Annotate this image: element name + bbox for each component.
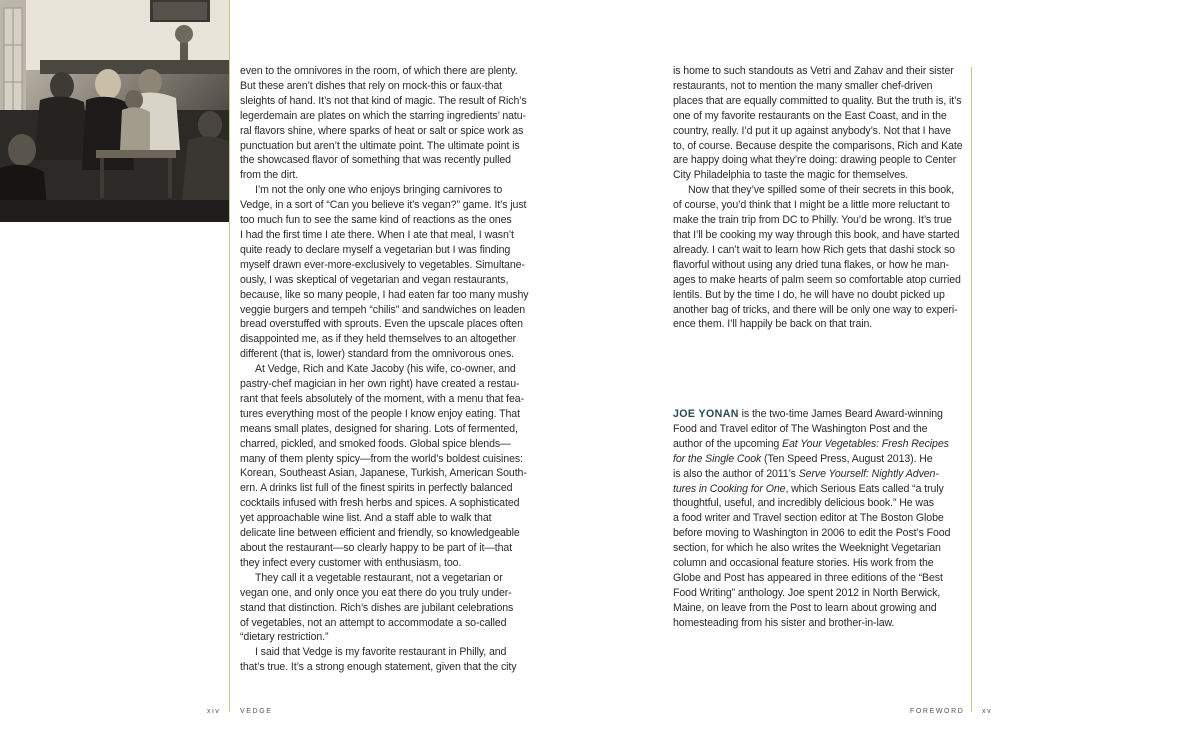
- text-line: many of them plenty spicy—from the world’s boldest cuisines:: [240, 452, 523, 465]
- text-line: ages to make hearts of palm seem so comfortable atop curried: [673, 273, 961, 286]
- text-line: charred, pickled, and smoked foods. Global spice blends—: [240, 437, 511, 450]
- text-line: myself drawn ever-more-exclusively to vegetables. Simultane-: [240, 258, 525, 271]
- book-title-single-cook: for the Single Cook: [673, 452, 762, 465]
- text-line: Korean, Southeast Asian, Japanese, Turkish, American South-: [240, 467, 527, 480]
- bio-line-3: author of the upcoming Eat Your Vegetables: Fresh Recipes: [673, 437, 949, 450]
- text-line: because, like so many people, I had eaten far too many mushy: [240, 288, 529, 301]
- bio-line-12: Globe and Post has appeared in three editions of the “Best: [673, 571, 943, 584]
- text-line: yet approachable wine list. And a staff able to walk that: [240, 512, 492, 525]
- text-line: I said that Vedge is my favorite restaurant in Philly, and: [255, 646, 507, 659]
- bio-line-13: Food Writing” anthology. Joe spent 2012 in North Berwick,: [673, 586, 941, 599]
- bio-line-14: Maine, on leave from the Post to learn about growing and: [673, 601, 937, 614]
- text-line: lentils. But by the time I do, he will have no doubt picked up: [673, 288, 945, 301]
- book-title-eat-your-vegetables: Eat Your Vegetables: Fresh Recipes: [782, 437, 949, 450]
- left-running-head: VEDGE: [240, 708, 273, 715]
- bio-line-1: JOE YONAN is the two-time James Beard Award-winning: [673, 408, 943, 420]
- text-line: one of my favorite restaurants on the East Coast, and in the: [673, 109, 947, 122]
- bio-line-11: column and occasional feature stories. His work from the: [673, 557, 934, 570]
- text-line: ral flavors shine, where sparks of heat or salt or spice work as: [240, 124, 524, 137]
- text-line: vegan one, and only once you eat there do you truly under-: [240, 586, 512, 599]
- text-line: cocktails infused with fresh herbs and spices. A sophisticated: [240, 497, 520, 510]
- text-line: legerdemain are plates on which the starring ingredients’ natu-: [240, 109, 526, 122]
- left-page-rule: [229, 0, 230, 712]
- text-line: City Philadelphia to taste the magic for themselves.: [673, 169, 909, 182]
- text-line: that’s true. It’s a strong enough statement, given that the city: [240, 661, 517, 674]
- text-line: But these aren’t dishes that rely on mock-this or faux-that: [240, 79, 503, 92]
- bio-line-6: tures in Cooking for One, which Serious Eats called “a truly: [673, 482, 944, 495]
- book-title-serve-yourself-cont: tures in Cooking for One: [673, 482, 786, 495]
- bio-line-10: section, for which he also writes the Weeknight Vegetarian: [673, 542, 941, 555]
- bio-line-15: homesteading from his sister and brother-in-law.: [673, 616, 895, 629]
- text-line: “dietary restriction.”: [240, 631, 329, 644]
- right-running-head: FOREWORD: [910, 708, 965, 715]
- text-line: means small plates, designed for sharing. Lots of fermented,: [240, 422, 518, 435]
- right-text-column: [673, 64, 965, 332]
- text-line: bread overstuffed with sprouts. Even the upscale places often: [240, 318, 523, 331]
- bio-line-4: for the Single Cook (Ten Speed Press, August 2013). He: [673, 452, 933, 465]
- text-line: to, of course. Because despite the comparisons, Rich and Kate: [673, 139, 963, 152]
- text-line: restaurants, not to mention the many smaller chef-driven: [673, 79, 933, 92]
- right-page-number: xv: [982, 708, 993, 715]
- text-line: I had the first time I ate there. When I ate that meal, I wasn’t: [240, 228, 514, 241]
- text-line: They call it a vegetable restaurant, not a vegetarian or: [255, 571, 503, 584]
- right-page-rule: [971, 67, 972, 712]
- text-line: about the restaurant—so clearly happy to be part of it—that: [240, 542, 513, 554]
- text-line: that I’ll be cooking my way through this book, and have started: [673, 228, 960, 241]
- text-line: flavorful without using any dried tuna flakes, or how he man-: [673, 258, 949, 271]
- text-line: they infect every customer with enthusiasm, too.: [240, 556, 462, 569]
- text-line: ence them. I’ll happily be back on that train.: [673, 318, 873, 331]
- text-line: are happy doing what they’re doing: drawing people to Center: [673, 154, 957, 167]
- text-line: the showcased flavor of something that was recently pulled: [240, 154, 511, 167]
- bio-line-8: a food writer and Travel section editor at The Boston Globe: [673, 512, 944, 525]
- text-line: disappointed me, as if they held themselves to an altogether: [240, 333, 517, 346]
- text-line: country, really. I’d put it up against anybody’s. Not that I have: [673, 124, 951, 137]
- text-line: different (that is, lower) standard from the omnivorous ones.: [240, 348, 514, 361]
- text-line: ern. A drinks list full of the finest spirits in perfectly balanced: [240, 482, 513, 495]
- text-line: ously, I was skeptical of vegetarian and vegan restaurants,: [240, 273, 509, 286]
- text-line: punctuation but aren’t the ultimate point. The ultimate point is: [240, 139, 520, 152]
- text-line: of course, you’d think that I might be a little more reluctant to: [673, 199, 950, 212]
- text-line: rant that feels absolutely of the moment, with a menu that fea-: [240, 392, 525, 405]
- text-line: from the dirt.: [240, 169, 299, 182]
- author-bio: [673, 407, 965, 631]
- text-line: is home to such standouts as Vetri and Zahav and their sister: [673, 65, 954, 77]
- left-text-column: [240, 64, 530, 675]
- text-line: of vegetables, not an attempt to accommodate a so-called: [240, 616, 507, 629]
- bio-line-9: before moving to Washington in 2006 to edit the Post’s Food: [673, 527, 951, 540]
- bio-line-5: is also the author of 2011’s Serve Yourself: Nightly Adven-: [673, 467, 939, 480]
- bio-line-2: Food and Travel editor of The Washington Post and the: [673, 422, 928, 435]
- text-line: sleights of hand. It’s not that kind of magic. The result of Rich’s: [240, 94, 527, 107]
- text-line: Vedge, in a sort of “Can you believe it’s vegan?” game. It’s just: [240, 199, 527, 212]
- text-line: tures everything most of the people I know enjoy eating. That: [240, 407, 520, 420]
- text-line: too much fun to see the same kind of reactions as the ones: [240, 214, 512, 227]
- restaurant-photo: [0, 0, 229, 222]
- author-name: JOE YONAN: [673, 408, 739, 420]
- book-title-serve-yourself: Serve Yourself: Nightly Adven-: [798, 467, 939, 480]
- left-page-number: xiv: [207, 708, 221, 715]
- text-line: places that are equally committed to quality. But the truth is, it’s: [673, 94, 962, 107]
- text-line: quite ready to declare myself a vegetarian but I was finding: [240, 243, 511, 256]
- text-line: make the train trip from DC to Philly. You’d be wrong. It’s true: [673, 214, 952, 227]
- text-line: another bag of tricks, and there will be only one way to experi-: [673, 303, 958, 316]
- text-line: already. I can’t wait to learn how Rich gets that dashi stock so: [673, 243, 955, 256]
- text-line: At Vedge, Rich and Kate Jacoby (his wife, co-owner, and: [255, 363, 516, 376]
- text-line: even to the omnivores in the room, of which there are plenty.: [240, 65, 518, 77]
- text-line: delicate line between efficient and friendly, so knowledgeable: [240, 527, 520, 540]
- text-line: I’m not the only one who enjoys bringing carnivores to: [255, 184, 503, 197]
- bio-line-7: thoughtful, useful, and incredibly delicious book.” He was: [673, 497, 934, 510]
- restaurant-diners-photo-icon: [0, 0, 229, 222]
- text-line: veggie burgers and tempeh “chilis” and sandwiches on leaden: [240, 303, 526, 316]
- text-line: pastry-chef magician in her own right) have created a restau-: [240, 378, 520, 391]
- text-line: stand that distinction. Rich’s dishes are jubilant celebrations: [240, 601, 514, 614]
- text-line: Now that they’ve spilled some of their secrets in this book,: [688, 184, 955, 197]
